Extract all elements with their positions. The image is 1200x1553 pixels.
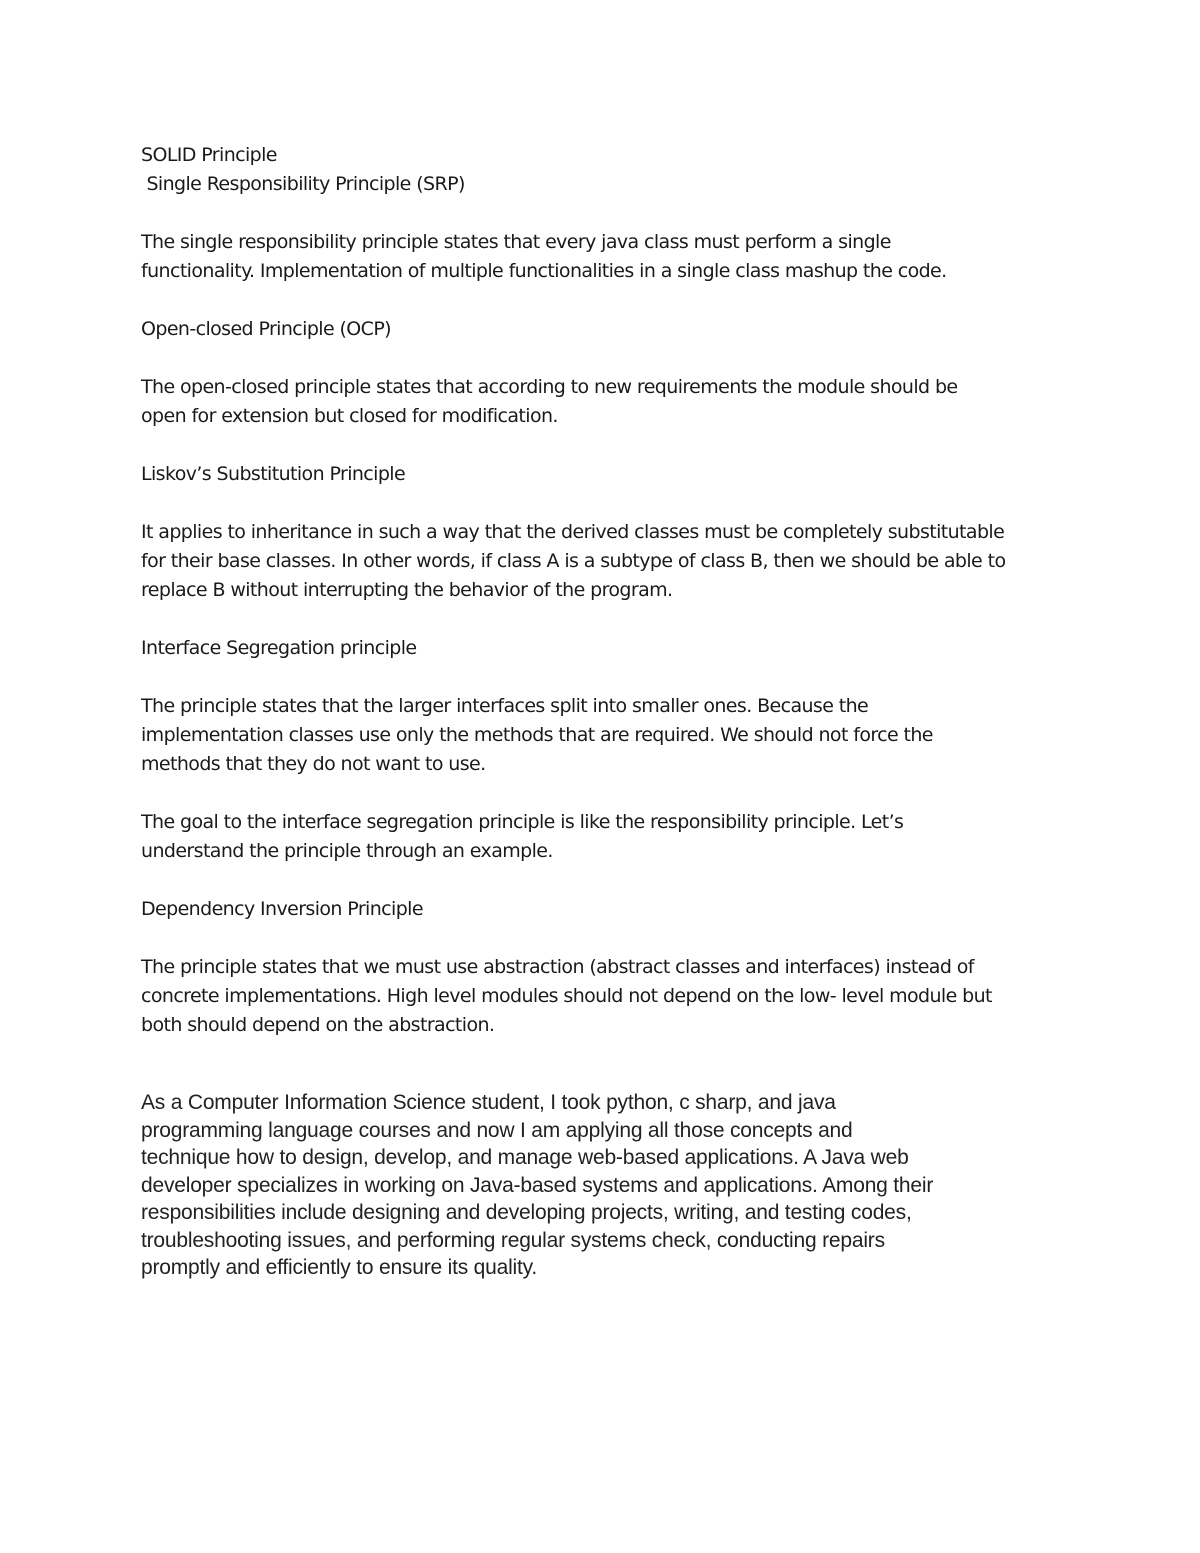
paragraph-line: replace B without interrupting the behavior of the program. [141, 579, 673, 601]
spacer [141, 663, 1071, 692]
paragraph-line: The principle states that the larger interfaces split into smaller ones. Because the [141, 695, 869, 717]
paragraph-line: technique how to design, develop, and manage web-based applications. A Java web [141, 1146, 909, 1169]
closing-paragraph [141, 1089, 1081, 1282]
paragraph-line: programming language courses and now I am applying all those concepts and [141, 1118, 853, 1142]
spacer [141, 286, 1071, 315]
paragraph-line: for their base classes. In other words, if class A is a subtype of class B, then we should be able to [141, 550, 1006, 572]
isp-goal-paragraph [141, 808, 1071, 866]
ocp-heading: Open-closed Principle (OCP) [141, 318, 391, 340]
ocp-paragraph [141, 373, 1071, 431]
paragraph-line: As a Computer Information Science student, I took python, c sharp, and java [141, 1091, 836, 1114]
spacer [141, 431, 1071, 460]
paragraph-line: The principle states that we must use abstraction (abstract classes and interfaces) instead of [141, 956, 974, 978]
isp-paragraph [141, 692, 1071, 779]
isp-heading: Interface Segregation principle [141, 637, 417, 659]
lsp-heading: Liskov’s Substitution Principle [141, 463, 406, 485]
lsp-paragraph [141, 518, 1071, 605]
paragraph-line: methods that they do not want to use. [141, 753, 486, 775]
paragraph-line: concrete implementations. High level modules should not depend on the low- level module but [141, 985, 992, 1007]
paragraph-line: responsibilities include designing and developing projects, writing, and testing codes, [141, 1201, 912, 1224]
paragraph-line: understand the principle through an example. [141, 840, 553, 862]
paragraph-line: developer specializes in working on Java-based systems and applications. Among their [141, 1173, 934, 1197]
srp-heading: Single Responsibility Principle (SRP) [141, 173, 465, 195]
spacer [141, 199, 1071, 228]
document-body [141, 141, 1071, 1040]
paragraph-line: It applies to inheritance in such a way that the derived classes must be completely substitutable [141, 521, 1005, 543]
paragraph-line: implementation classes use only the methods that are required. We should not force the [141, 724, 933, 746]
spacer [141, 779, 1071, 808]
spacer [141, 866, 1071, 895]
paragraph-line: troubleshooting issues, and performing regular systems check, conducting repairs [141, 1228, 885, 1252]
paragraph-line: promptly and efficiently to ensure its quality. [141, 1256, 538, 1279]
srp-paragraph [141, 228, 1071, 286]
paragraph-line: The open-closed principle states that according to new requirements the module should be [141, 376, 958, 398]
dip-paragraph [141, 953, 1071, 1040]
paragraph-line: The goal to the interface segregation principle is like the responsibility principle. Let’s [141, 811, 904, 833]
spacer [141, 489, 1071, 518]
paragraph-line: open for extension but closed for modification. [141, 405, 558, 427]
paragraph-line: The single responsibility principle states that every java class must perform a single [141, 231, 891, 253]
dip-heading: Dependency Inversion Principle [141, 898, 423, 920]
document-title: SOLID Principle [141, 144, 277, 166]
paragraph-line: both should depend on the abstraction. [141, 1014, 495, 1036]
spacer [141, 924, 1071, 953]
spacer [141, 605, 1071, 634]
paragraph-line: functionality. Implementation of multiple functionalities in a single class mashup the code. [141, 260, 947, 282]
spacer [141, 344, 1071, 373]
